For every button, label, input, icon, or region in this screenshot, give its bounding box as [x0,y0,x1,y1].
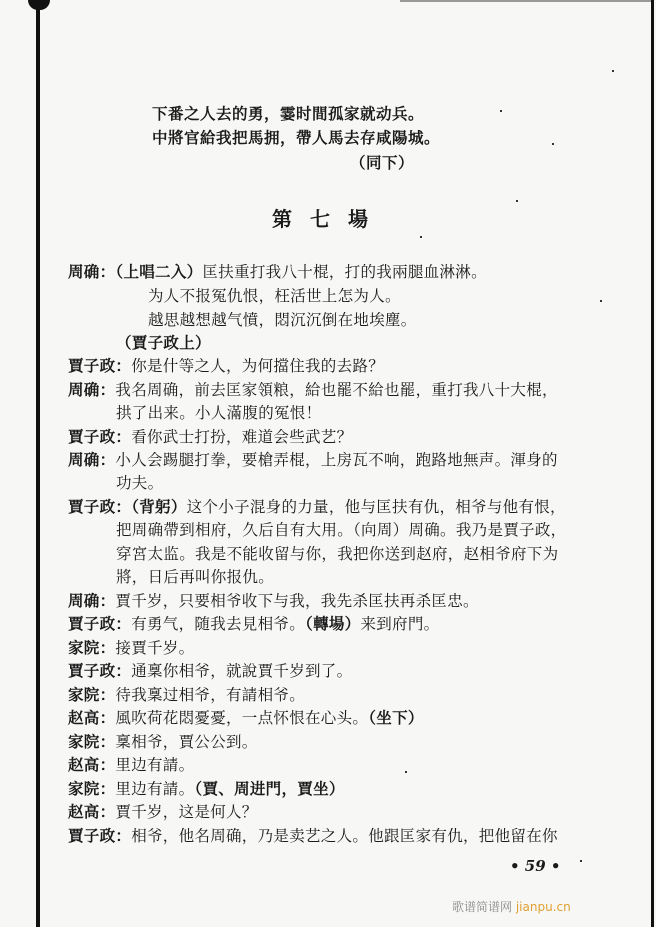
scan-speck [580,860,582,862]
dialogue-line [68,495,566,517]
line-text: 这个小子混身的力量，他与匡扶有仇，相爷与他有恨， [186,498,566,516]
line-text: 匡扶重打我八十棍，打的我兩腿血淋淋。 [202,263,487,281]
scan-speck [612,70,614,72]
speaker: 赵高： [68,755,116,774]
dialogue-line [68,260,487,282]
stage-direction: （上唱二入） [115,262,203,281]
continuation-line: 越思越想越气憤，悶沉沉倒在地埃塵。 [148,311,417,329]
dialogue-line [68,589,479,611]
line-text: 来到府門。 [360,615,440,633]
continuation-line: 穿宮太监。我是不能收留与你，我把你送到赵府，赵相爷府下为 [116,545,559,563]
stage-direction: （坐下） [368,708,424,727]
scan-speck [420,236,422,238]
line-text: 里边有請。 [115,756,195,774]
stage-direction: （轉場） [305,614,361,633]
dialogue-line [68,659,352,681]
line-text: 我名周确，前去匡家領粮，給也罷不給也罷，重打我八十大棍， [115,381,558,399]
stage-direction: （賈、周进門，賈坐） [194,779,345,798]
verse-line-2: 中將官給我把馬拥，帶人馬去存咸陽城。 [152,128,441,147]
line-text: 小人会踢腿打拳，要槍弄棍，上房瓦不响，跑路地無声。渾身的 [115,451,558,469]
line-text: 通稟你相爷，就說賈千岁到了。 [131,662,353,680]
line-text: 里边有請。 [115,780,195,798]
dialogue-line [68,683,305,705]
dialogue-line [68,636,194,658]
continuation-line: 拱了出来。小人滿腹的冤恨！ [116,404,322,422]
scan-speck [500,110,502,112]
speaker: 周确： [68,450,116,469]
watermark [452,898,571,915]
right-page-edge [651,0,654,927]
speaker: 赵高： [68,802,116,821]
continuation-line: 將，日后再叫你报仇。 [116,568,275,586]
speaker: 賈子政： [68,661,132,680]
speaker: 賈子政： [68,356,132,375]
continuation-line: 功夫。 [116,474,164,492]
speaker: 家院： [68,732,116,751]
binding-spine-line [36,0,40,927]
dialogue-line [68,753,194,775]
top-edge-rule [400,0,652,2]
speaker: 周确： [68,262,116,281]
line-text: 待我稟过相爷，有請相爷。 [115,686,306,704]
dialogue-line [68,706,424,728]
speaker: 家院： [68,638,116,657]
verse-line-1: 下番之人去的勇，霎时間孤家就动兵。 [152,104,425,123]
dialogue-line [68,730,258,752]
line-text: 你是什等之人，为何擋住我的去路？ [131,357,385,375]
stage-direction-exit: （同下） [350,153,415,172]
line-text: 有勇气，随我去見相爷。 [131,615,306,633]
line-text: 接賈千岁。 [115,639,195,657]
dialogue-line [68,448,558,470]
line-text: 稟相爷，賈公公到。 [115,733,258,751]
speaker: 賈子政： [68,427,132,446]
line-text: 風吹荷花悶憂憂，一点怀恨在心头。 [115,709,369,727]
line-text: 賈千岁，只要相爷收下与我，我先杀匡扶再杀匡忠。 [115,592,479,610]
scan-speck [516,200,518,202]
line-text: 賈千岁，这是何人？ [115,803,258,821]
dialogue-line [68,354,384,376]
dialogue-line [68,800,258,822]
speaker: 周确： [68,380,116,399]
watermark-domain: jianpu.cn [515,900,571,914]
speaker: 家院： [68,685,116,704]
speaker: 賈子政： [68,614,132,633]
speaker: 周确： [68,591,116,610]
speaker: 家院： [68,779,116,798]
dialogue-line [68,378,558,400]
dialogue-line [68,612,439,634]
scan-speck [405,771,407,773]
dialogue-line [68,425,352,447]
page-number: • 59 • [510,857,561,875]
scan-speck [552,143,554,145]
dialogue-line [68,824,558,846]
stage-direction: （賈子政上） [116,333,211,352]
scan-speck [600,300,602,302]
continuation-line: 为人不报冤仇恨，枉活世上怎为人。 [148,287,401,305]
line-text: 看你武士打扮，难道会些武艺？ [131,428,353,446]
speaker: 賈子政： [68,826,132,845]
watermark-text: 歌谱简谱网 [452,900,513,914]
line-text: 相爷，他名周确，乃是卖艺之人。他跟匡家有仇，把他留在你 [131,827,558,845]
speaker: 賈子政： [68,497,132,516]
speaker: 赵高： [68,708,116,727]
continuation-line: 把周确帶到相府，久后自有大用。（向周）周确。我乃是賈子政， [116,521,567,539]
dialogue-line [68,777,345,799]
scene-title: 第七場 [272,207,386,231]
stage-direction: （背躬） [131,497,187,516]
